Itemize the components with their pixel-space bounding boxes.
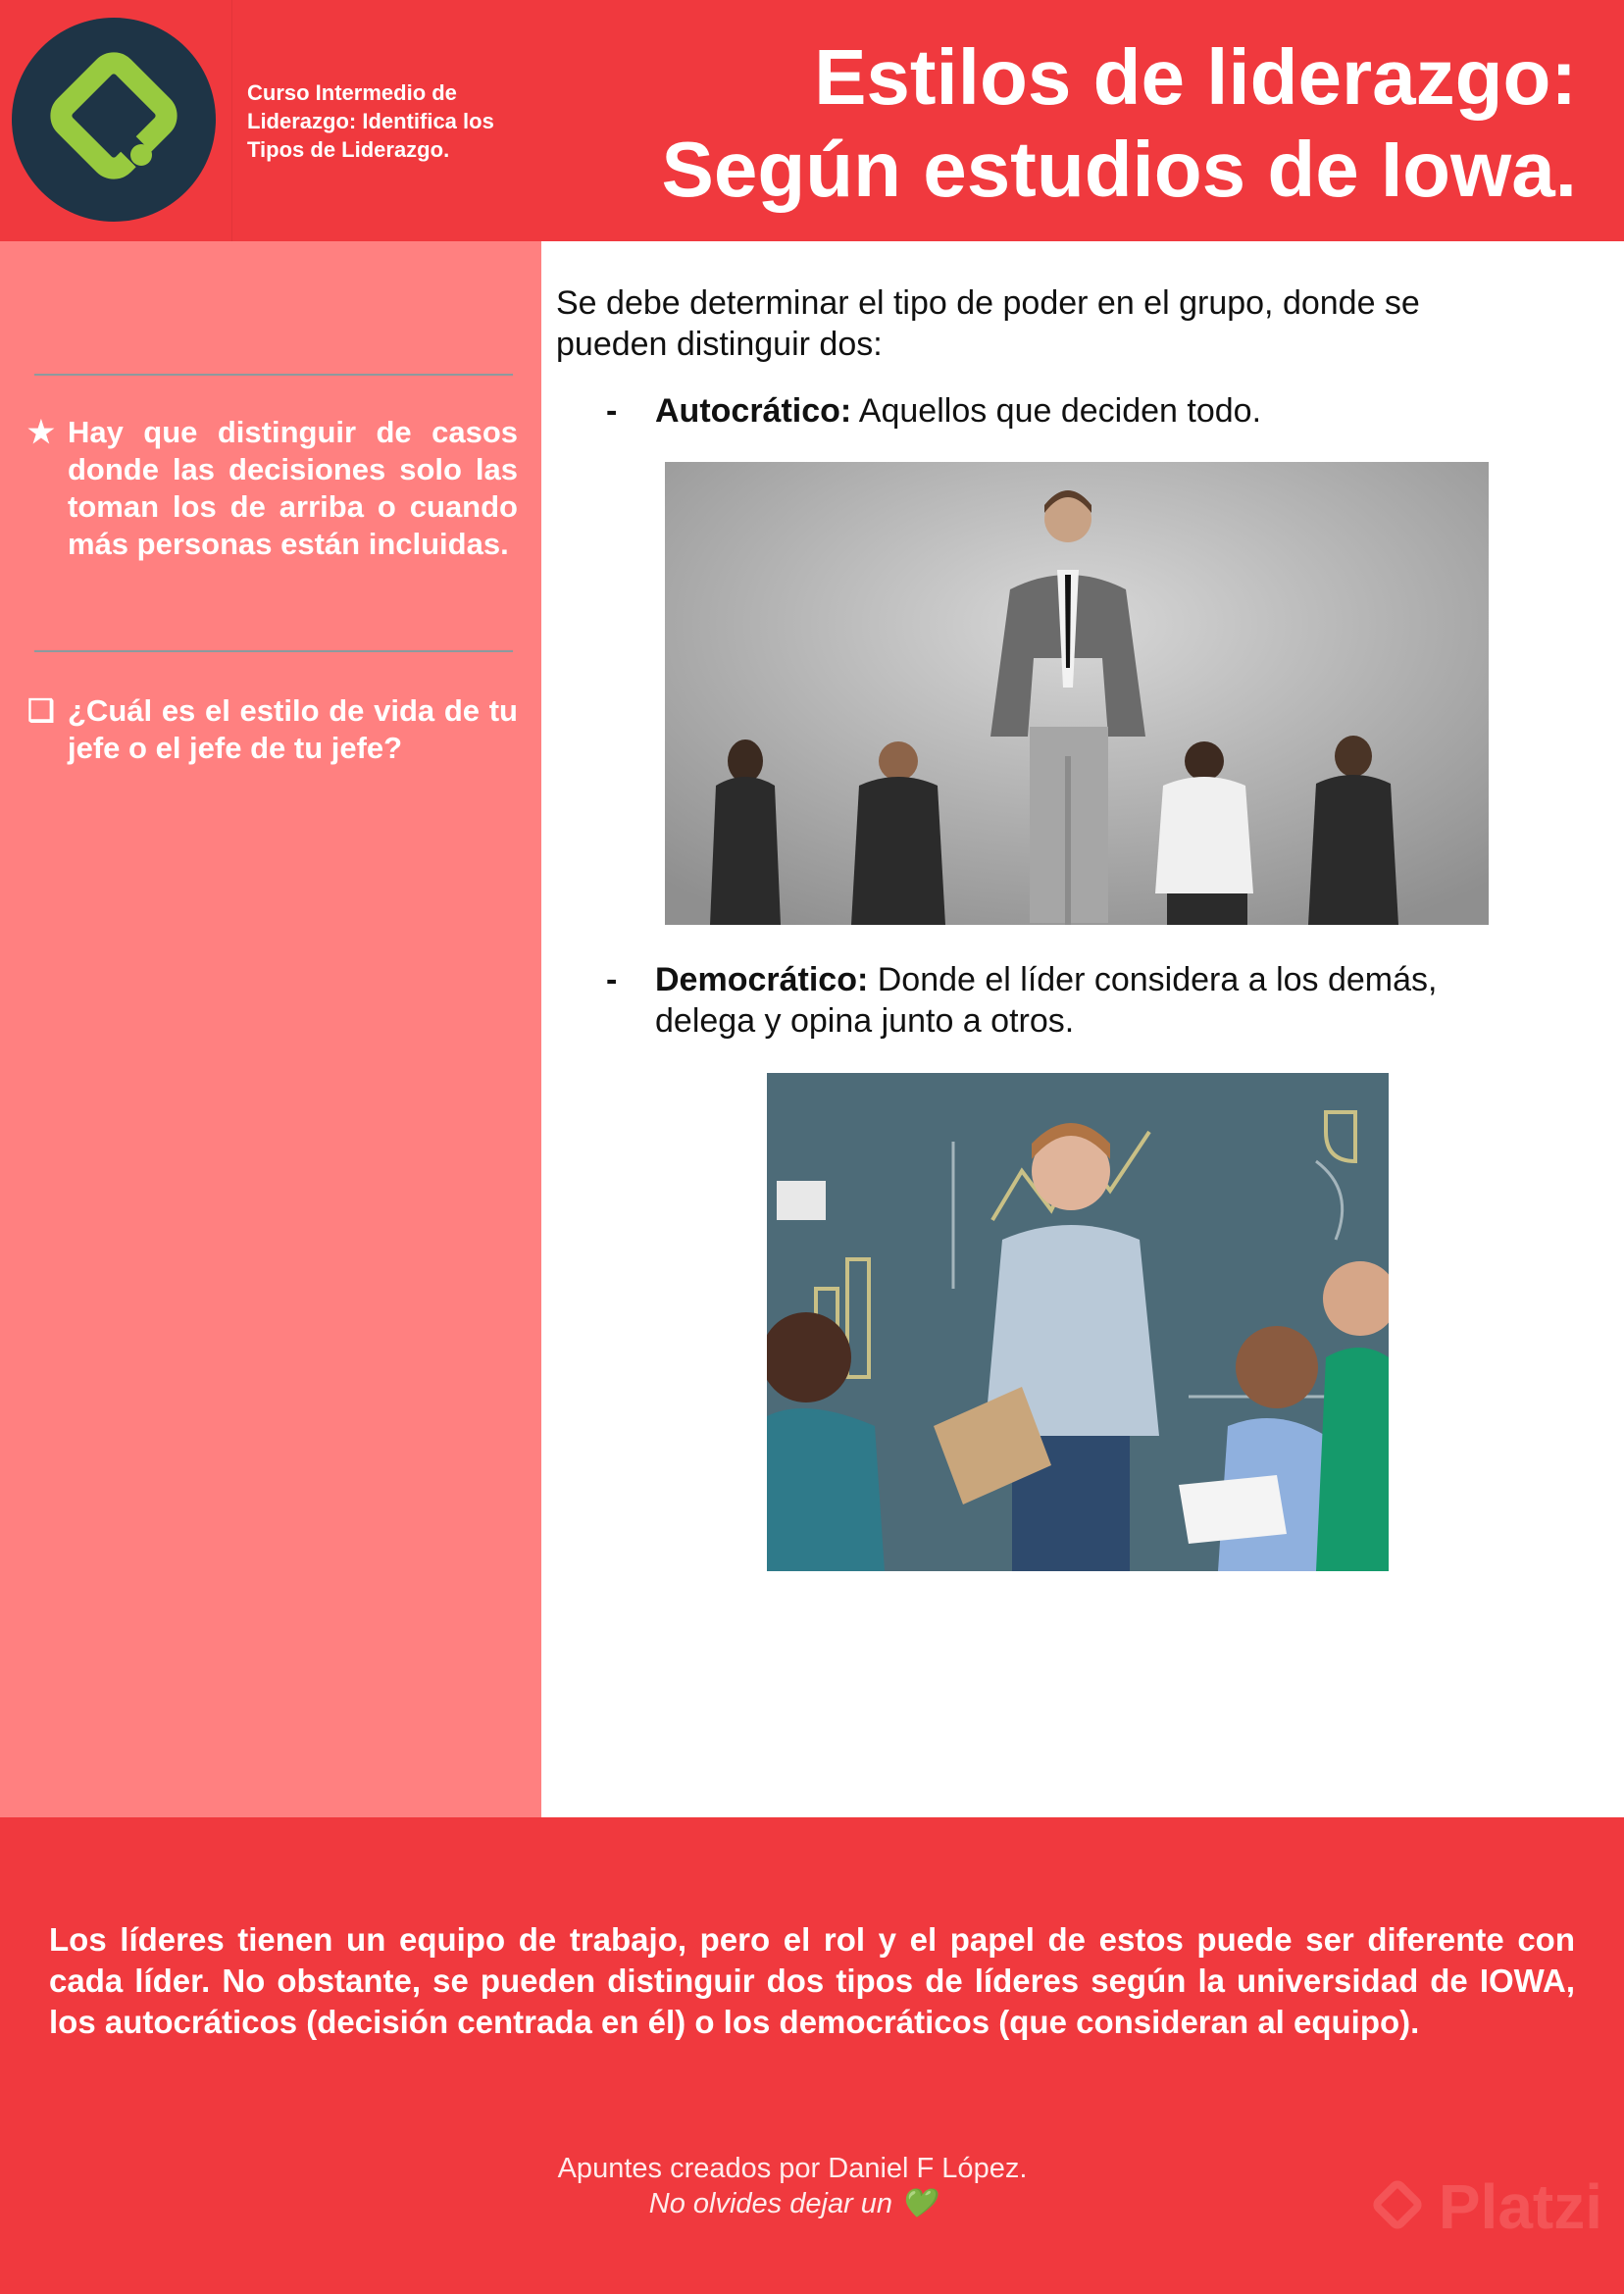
course-title: Curso Intermedio de Liderazgo: Identifica los Tipos de Liderazgo.: [247, 80, 494, 162]
note-line: [0, 2186, 1585, 2221]
main-content: [541, 241, 1624, 1817]
bullet-autocratic: [606, 390, 1538, 432]
sidebar: [0, 241, 541, 1817]
summary-text: Los líderes tienen un equipo de trabajo, pero el rol y el papel de estos puede ser diferente con cada líder. No obstante, se pueden distinguir dos tipos de líderes según la universidad de IOWA, los autocráticos (decisión centrada en él) o los democráticos (que consideran al equipo).: [49, 1921, 1575, 2040]
logo-cell: [0, 0, 232, 241]
footer: [0, 1817, 1624, 2294]
divider: [34, 374, 513, 376]
page-title: [596, 31, 1577, 216]
keyword: Democrático:: [655, 961, 869, 998]
democratic-leader-photo: [767, 1073, 1389, 1571]
bullet-text: Aquellos que deciden todo.: [851, 392, 1262, 430]
bullet-text: Donde el líder considera a los demás, delega y opina junto a otros.: [655, 961, 1438, 1040]
checkbox-icon: ❑: [27, 693, 55, 728]
star-icon: ★: [27, 415, 55, 449]
autocratic-leader-photo: [665, 462, 1489, 925]
intro-text: Se debe determinar el tipo de poder en el grupo, donde se pueden distinguir dos:: [556, 284, 1420, 363]
sidebar-note: [27, 414, 518, 563]
platzi-watermark-icon: [1362, 2171, 1433, 2242]
note-text: No olvides dejar un: [648, 2188, 901, 2219]
sidebar-note-text: Hay que distinguir de casos donde las decisiones solo las toman los de arriba o cuando más personas están incluidas.: [68, 415, 518, 561]
heart-icon: 💚: [900, 2188, 937, 2219]
credits: [0, 2151, 1585, 2221]
watermark-text: Platzi: [1438, 2171, 1602, 2242]
sidebar-question-text: ¿Cuál es el estilo de vida de tu jefe o el jefe de tu jefe?: [68, 693, 518, 765]
platzi-watermark: [1362, 2170, 1602, 2243]
sidebar-question: [27, 692, 518, 767]
header: [0, 0, 1624, 241]
dash: -: [606, 961, 618, 998]
title-line-2: Según estudios de Iowa.: [661, 126, 1577, 213]
credit-line: Apuntes creados por Daniel F López.: [557, 2153, 1028, 2184]
platzi-logo-icon: [12, 18, 216, 222]
bullet-democratic: [606, 959, 1538, 1042]
divider: [34, 650, 513, 652]
title-line-1: Estilos de liderazgo:: [814, 33, 1577, 121]
keyword: Autocrático:: [655, 392, 852, 430]
dash: -: [606, 392, 618, 430]
